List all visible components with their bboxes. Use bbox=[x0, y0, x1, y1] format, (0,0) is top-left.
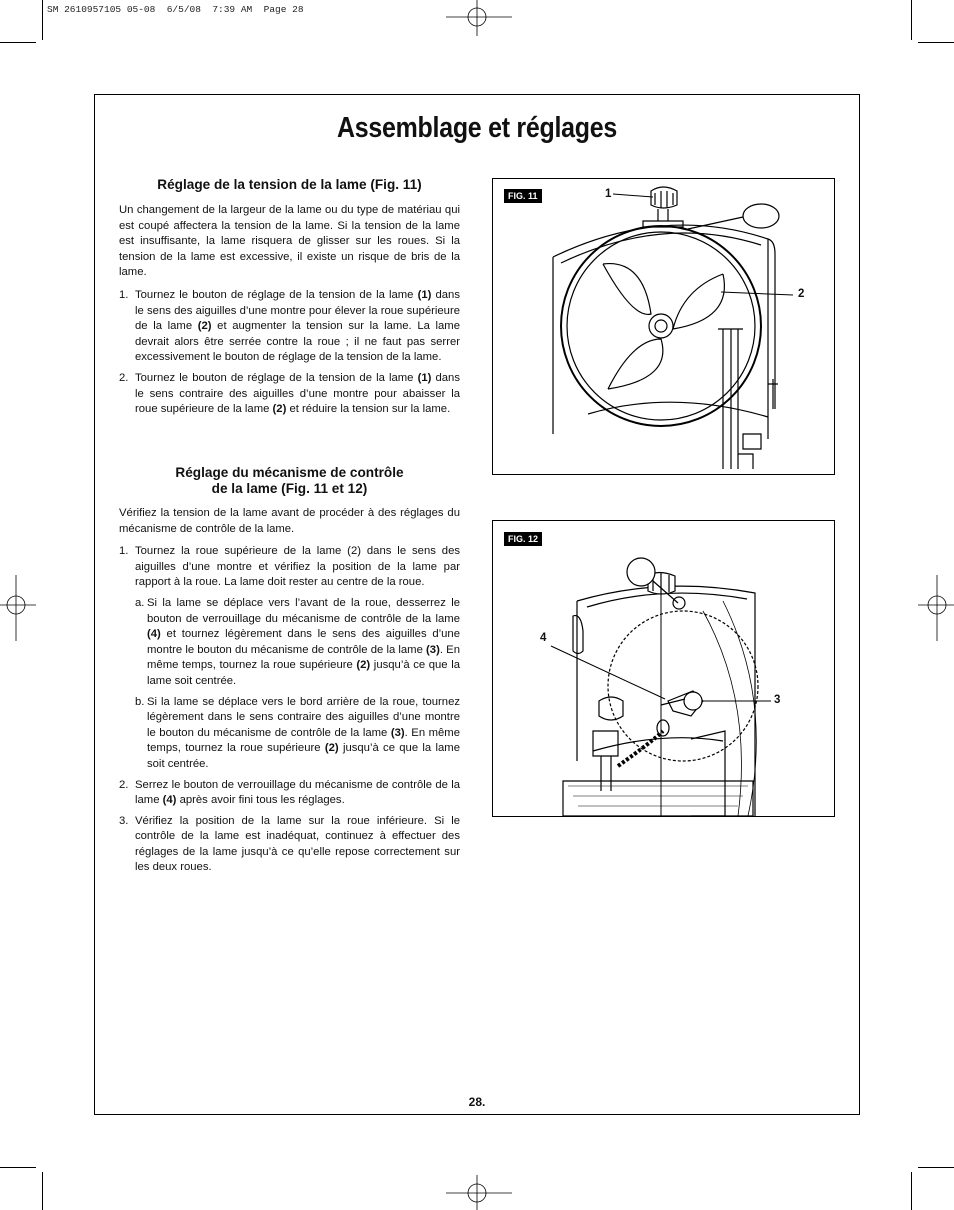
section-heading: Réglage du mécanisme de contrôle de la lame (Fig. 11 et 12) bbox=[175, 465, 404, 496]
list-item: 1. Tournez le bouton de réglage de la tension de la lame (1) dans le sens des aiguilles d’une montre pour élever la roue supérieure de la lame (2) et augmenter la tension sur la lame. La lame devrait alors être serrée contre la roue ; il ne faut pas serrer excessivement le bouton de réglage de la tension de la lame. bbox=[119, 288, 461, 364]
sub-list-item: b. Si la lame se déplace vers le bord arrière de la roue, tournez légèrement dans le sens contraire des aiguilles d’une montre le bouton du mécanisme de contrôle de la lame (3). En même temps, tournez la roue supérieure (2) jusqu’à ce que la lame soit centrée. bbox=[135, 695, 460, 770]
callout-4: 4 bbox=[540, 632, 547, 644]
registration-mark-top bbox=[446, 0, 512, 36]
section-intro: Vérifiez la tension de la lame avant de procéder à des réglages du mécanisme de contrôle de la lame. bbox=[119, 507, 460, 535]
section-blade-tracking bbox=[119, 465, 460, 876]
list-letter: a. bbox=[135, 596, 145, 609]
crop-mark bbox=[918, 42, 954, 43]
list-item: 3. Vérifiez la position de la lame sur la roue inférieure. Si le contrôle de la lame est inadéquat, continuez à effectuer des réglages de la lame jusqu’à ce qu’elle repose correctement sur les deux roues. bbox=[119, 814, 460, 874]
crop-mark bbox=[0, 42, 36, 43]
page-title: Assemblage et réglages bbox=[337, 112, 617, 144]
figure-label: FIG. 11 bbox=[504, 189, 542, 203]
list-number: 1. bbox=[119, 545, 129, 558]
page-number: 28. bbox=[468, 1095, 486, 1109]
section-blade-tension bbox=[119, 177, 460, 418]
crop-mark bbox=[0, 1167, 36, 1168]
figure-11 bbox=[492, 178, 835, 475]
band-saw-blade-guide-illustration bbox=[493, 521, 834, 816]
registration-mark-left bbox=[0, 575, 36, 641]
list-item: 2. Tournez le bouton de réglage de la tension de la lame (1) dans le sens contraire des aiguilles d’une montre pour abaisser la roue supérieure de la lame (2) et réduire la tension sur la lame. bbox=[119, 371, 460, 416]
section-intro: Un changement de la largeur de la lame ou du type de matériau qui est coupé affectera la tension de la lame. Si la tension de la lame est insuffisante, la lame risquera de glisser sur les roues. Si la tension de la lame est excessive, il existe un risque de bris de la lame. bbox=[119, 204, 460, 279]
callout-3: 3 bbox=[774, 694, 781, 706]
crop-mark bbox=[911, 0, 912, 40]
crop-mark bbox=[918, 1167, 954, 1168]
band-saw-upper-wheel-illustration bbox=[493, 179, 834, 474]
section-heading: Réglage de la tension de la lame (Fig. 11) bbox=[157, 177, 422, 192]
figure-12 bbox=[492, 520, 835, 817]
callout-1: 1 bbox=[605, 188, 612, 200]
figure-label: FIG. 12 bbox=[504, 532, 542, 546]
list-item: 2. Serrez le bouton de verrouillage du mécanisme de contrôle de la lame (4) après avoir fini tous les réglages. bbox=[119, 778, 460, 807]
list-number: 2. bbox=[119, 778, 129, 791]
list-number: 2. bbox=[119, 371, 129, 384]
list-number: 1. bbox=[119, 288, 129, 301]
callout-2: 2 bbox=[798, 288, 805, 300]
list-letter: b. bbox=[135, 695, 145, 708]
print-header: SM 2610957105 05-08 6/5/08 7:39 AM Page 28 bbox=[47, 4, 304, 15]
crop-mark bbox=[42, 1172, 43, 1210]
list-number: 3. bbox=[119, 814, 129, 827]
sub-list-item: a. Si la lame se déplace vers l’avant de la roue, desserrez le bouton de verrouillage du mécanisme de contrôle de la lame (4) et tournez légèrement dans le sens des aiguilles d’une montre le bouton du mécanisme de contrôle de la lame (3). En même temps, tournez la roue supérieure (2) jusqu’à ce que la lame soit centrée. bbox=[135, 596, 460, 687]
crop-mark bbox=[911, 1172, 912, 1210]
registration-mark-right bbox=[918, 575, 954, 641]
list-item: 1. Tournez la roue supérieure de la lame (2) dans le sens des aiguilles d’une montre et vérifiez la position de la lame par rapport à la roue. La lame doit rester au centre de la roue. bbox=[119, 545, 460, 589]
registration-mark-bottom bbox=[446, 1175, 512, 1210]
crop-mark bbox=[42, 0, 43, 40]
